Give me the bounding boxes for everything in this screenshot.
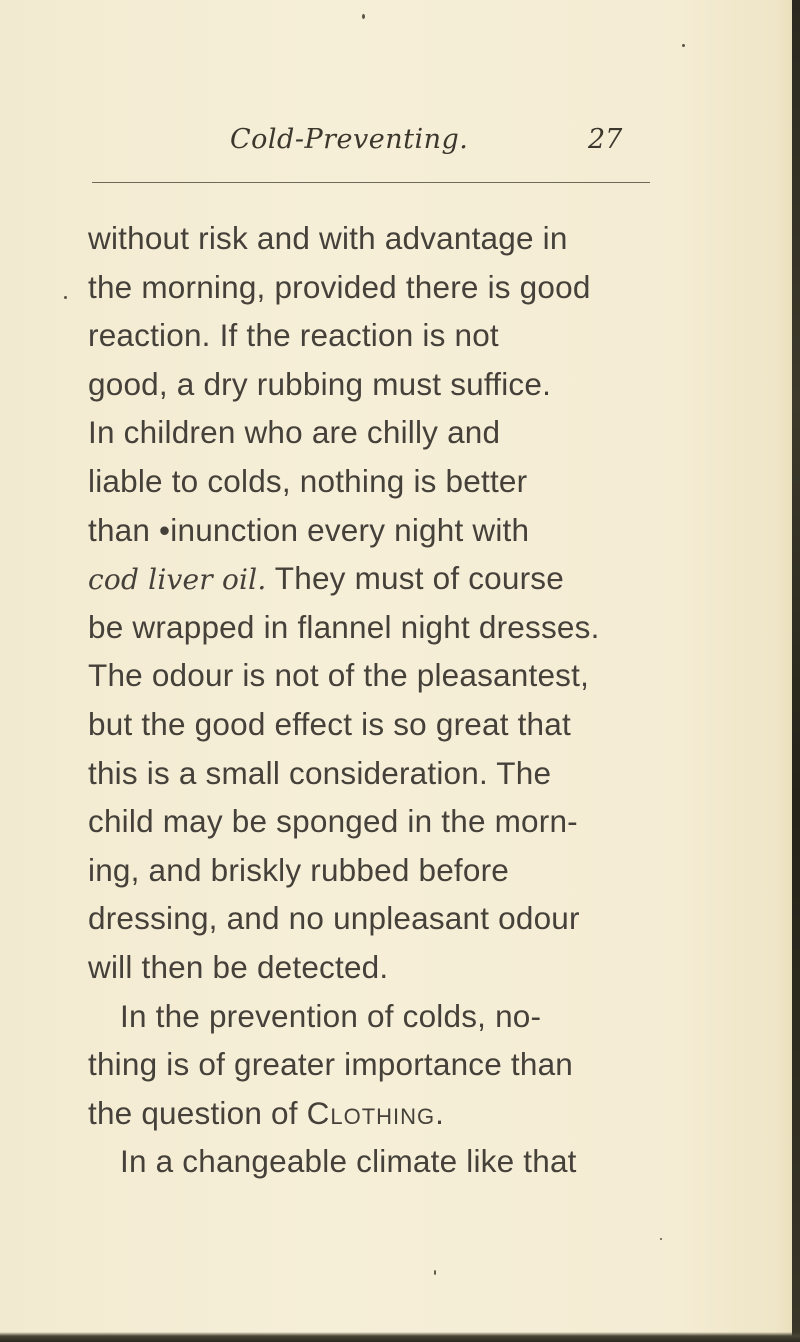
text-line: be wrapped in flannel night dresses. bbox=[88, 608, 600, 645]
header-rule bbox=[92, 182, 650, 183]
paper-speck bbox=[660, 1238, 662, 1240]
paper-speck bbox=[434, 1270, 436, 1275]
text-line: good, a dry rubbing must suffice. bbox=[88, 365, 552, 402]
italic-phrase: cod liver oil. bbox=[88, 563, 267, 597]
paragraph-start-line: In the prevention of colds, no- bbox=[120, 997, 542, 1034]
paper-speck bbox=[682, 44, 685, 47]
text-line bbox=[88, 1089, 668, 1138]
smallcaps-term: Clothing. bbox=[306, 1094, 445, 1131]
text-line: thing is of greater importance than bbox=[88, 1046, 574, 1083]
binding-edge bbox=[792, 0, 800, 1342]
text-run: They must of course bbox=[266, 560, 564, 597]
page-number: 27 bbox=[588, 124, 623, 155]
text-line: In children who are chilly and bbox=[88, 414, 501, 451]
page-bottom-edge bbox=[0, 1332, 800, 1342]
paper-speck bbox=[64, 296, 67, 299]
text-line: but the good effect is so great that bbox=[88, 705, 571, 742]
text-line: child may be sponged in the morn- bbox=[88, 803, 578, 840]
text-line: this is a small consideration. The bbox=[88, 754, 552, 791]
running-title: Cold-Preventing. bbox=[230, 124, 469, 155]
text-line: without risk and with advantage in bbox=[88, 220, 568, 256]
text-line: reaction. If the reaction is not bbox=[88, 317, 499, 354]
text-line: The odour is not of the pleasantest, bbox=[88, 657, 590, 694]
text-line: will then be detected. bbox=[88, 948, 389, 985]
text-line: than •inunction every night with bbox=[88, 511, 530, 548]
paragraph-start-line: In a changeable climate like that bbox=[120, 1143, 577, 1180]
running-head bbox=[0, 124, 800, 164]
text-run: the question of bbox=[88, 1094, 307, 1131]
text-line: dressing, and no unpleasant odour bbox=[88, 900, 580, 937]
text-line: liable to colds, nothing is better bbox=[88, 462, 528, 499]
text-line bbox=[88, 554, 668, 603]
text-line: ing, and briskly rubbed before bbox=[88, 851, 510, 888]
body-text bbox=[88, 214, 668, 1186]
paper-speck bbox=[362, 14, 365, 19]
text-line: the morning, provided there is good bbox=[88, 268, 591, 305]
